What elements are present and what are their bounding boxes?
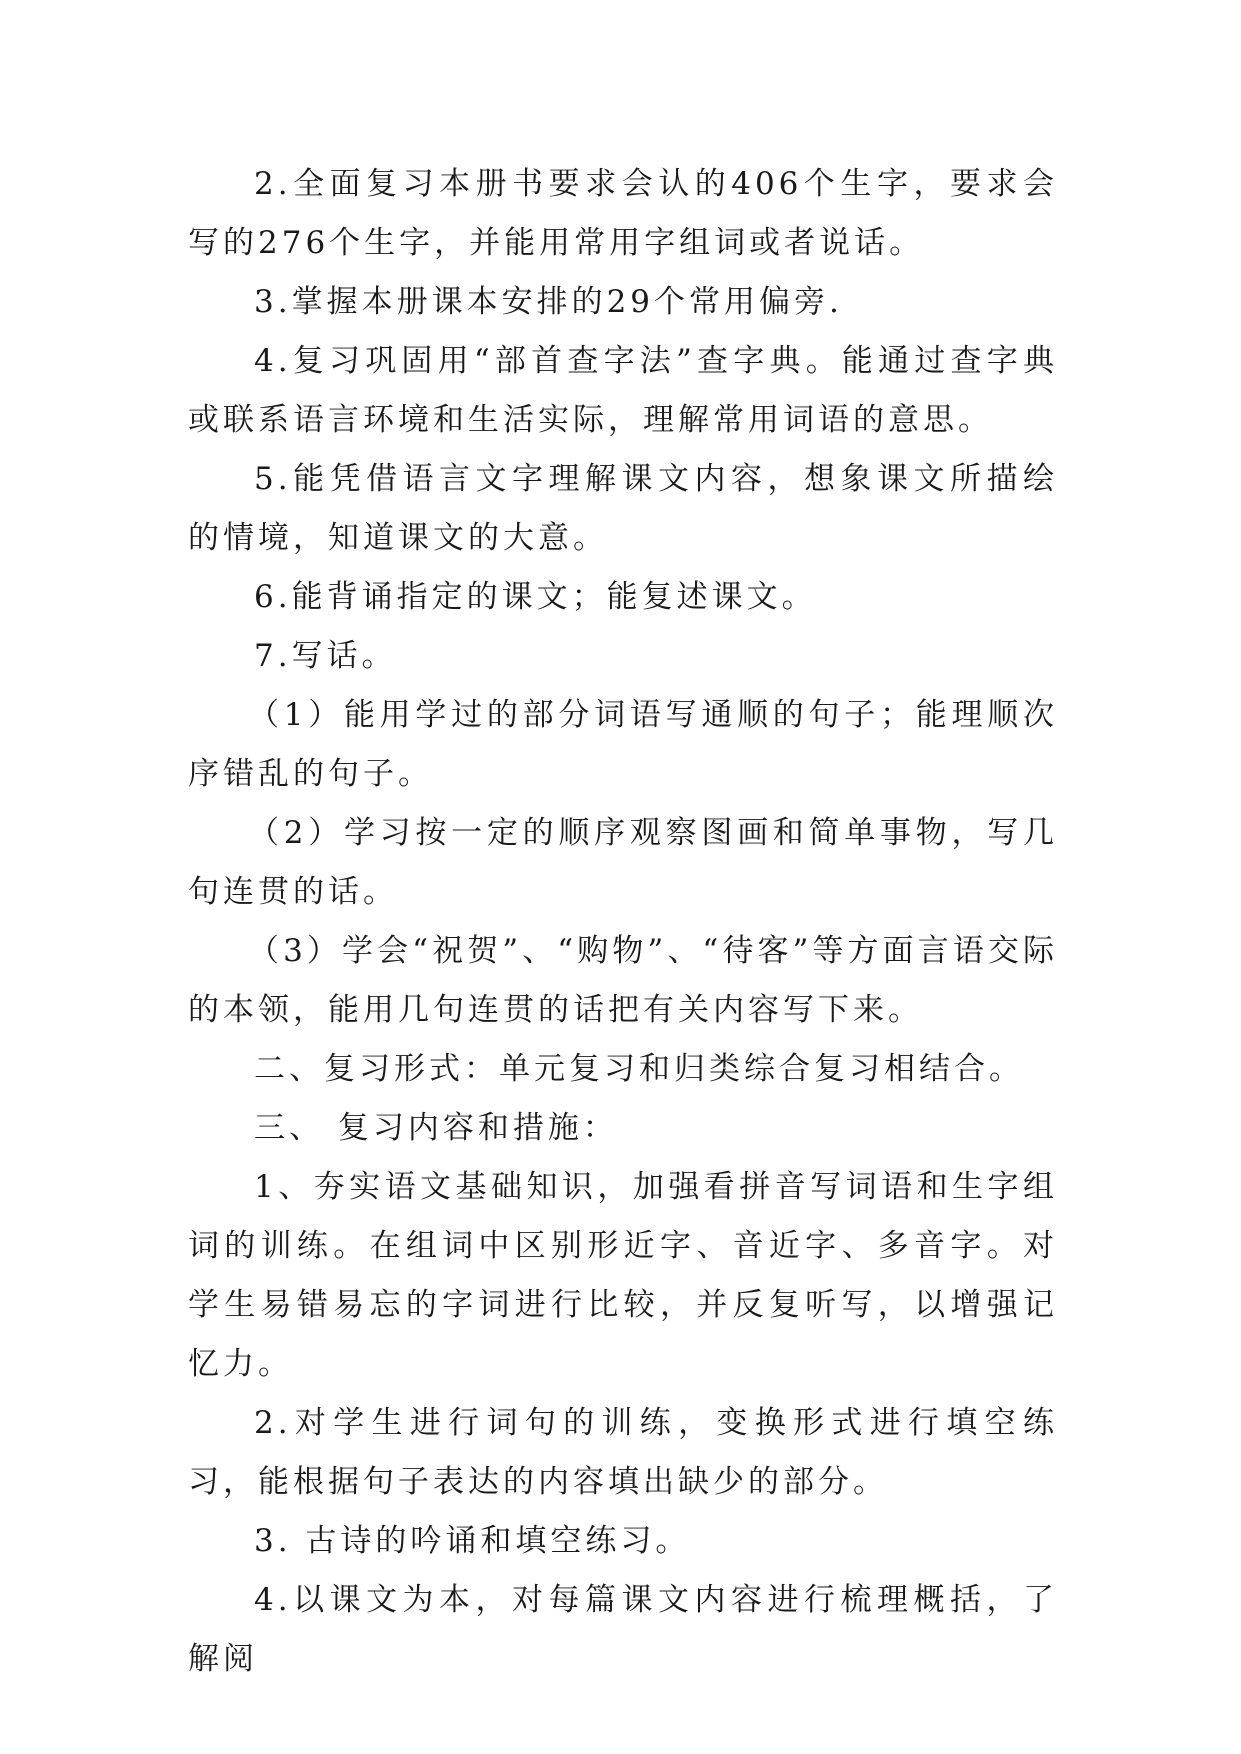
- paragraph-item-4: 4.复习巩固用“部首查字法”查字典。能通过查字典或联系语言环境和生活实际，理解常用词语的意思。: [188, 343, 1058, 438]
- section-heading-review-form: 二、复习形式：单元复习和归类综合复习相结合。: [254, 1051, 1024, 1087]
- paragraph-item-3: 3.掌握本册课本安排的29个常用偏旁.: [254, 284, 843, 320]
- paragraph-item-7: 7.写话。: [254, 638, 397, 674]
- paragraph-item-6: 6.能背诵指定的课文；能复述课文。: [254, 579, 817, 615]
- paragraph-item-5: 5.能凭借语言文字理解课文内容，想象课文所描绘的情境，知道课文的大意。: [188, 461, 1058, 556]
- section-heading-review-content: 三、 复习内容和措施：: [254, 1110, 618, 1146]
- measure-item-4: 4.以课文为本，对每篇课文内容进行梳理概括，了解阅: [188, 1582, 1058, 1677]
- measure-item-2: 2.对学生进行词句的训练，变换形式进行填空练习，能根据句子表达的内容填出缺少的部分。: [188, 1405, 1058, 1500]
- measure-item-1: 1、夯实语文基础知识，加强看拼音写词语和生字组词的训练。在组词中区别形近字、音近字、多音字。对学生易错易忘的字词进行比较，并反复听写，以增强记忆力。: [188, 1169, 1058, 1382]
- paragraph-item-2: 2.全面复习本册书要求会认的406个生字，要求会写的276个生字，并能用常用字组词或者说话。: [188, 166, 1058, 261]
- paragraph-subitem-3: （3）学会“祝贺”、“购物”、“待客”等方面言语交际的本领，能用几句连贯的话把有关内容写下来。: [188, 933, 1058, 1028]
- document-body: [188, 155, 1058, 1689]
- measure-item-3: 3. 古诗的吟诵和填空练习。: [254, 1523, 691, 1559]
- paragraph-subitem-2: （2）学习按一定的顺序观察图画和简单事物，写几句连贯的话。: [188, 815, 1058, 910]
- paragraph-subitem-1: （1）能用学过的部分词语写通顺的句子；能理顺次序错乱的句子。: [188, 697, 1058, 792]
